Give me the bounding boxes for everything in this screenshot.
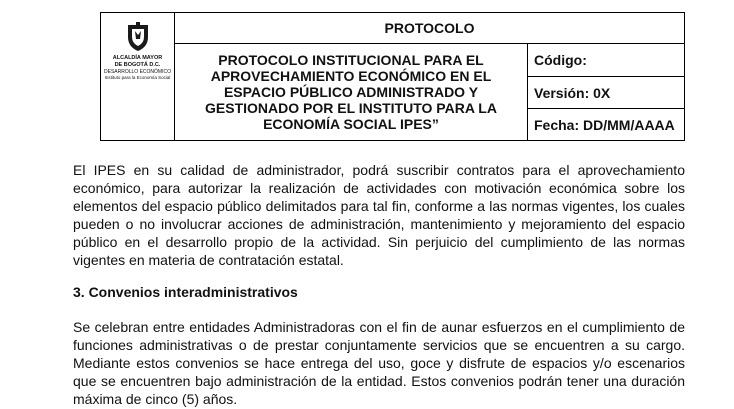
- logo-line-3: DESARROLLO ECONÓMICO: [104, 69, 171, 75]
- logo-line-2: DE BOGOTÁ D.C.: [114, 62, 161, 68]
- date-field: Fecha: DD/MM/AAAA: [528, 109, 685, 141]
- bogota-logo: [101, 13, 174, 81]
- paragraph-contracts: El IPES en su calidad de administrador, podrá suscribir contratos para el aprovechamiento económico, para autorizar la realización de actividades con motivación económica sobre los elementos del espacio público delimitados para tal fin, conforme a las normas vigentes, los cuales pueden o no involucrar acciones de administración, mantenimiento y mejoramiento del espacio público en el desarrollo propio de la actividad. Sin perjuicio del cumplimiento de las normas vigentes en materia de contratación estatal.: [73, 162, 685, 268]
- document-title: PROTOCOLO INSTITUCIONAL PARA EL APROVECHAMIENTO ECONÓMICO EN EL ESPACIO PÚBLICO ADMINISTRADO Y GESTIONADO POR EL INSTITUTO PARA LA ECONOMÍA SOCIAL IPES”: [175, 44, 528, 141]
- protocol-label: PROTOCOLO: [175, 13, 685, 44]
- logo-line-1: ALCALDÍA MAYOR: [112, 55, 163, 61]
- code-field: Código:: [528, 44, 685, 77]
- document-header-table: [100, 12, 685, 141]
- paragraph-agreements: Se celebran entre entidades Administradoras con el fin de aunar esfuerzos en el cumplimiento de funciones administrativas o de prestar conjuntamente servicios que se encuentren a su cargo. Mediante estos convenios se hace entrega del uso, goce y disfrute de espacios y/o escenarios que se encuentren bajo administración de la entidad. Estos convenios podrán tener una duración máxima de cinco (5) años.: [73, 319, 685, 407]
- coat-of-arms-icon: [124, 21, 152, 53]
- logo-line-4: Instituto para la Economía Social: [104, 75, 171, 80]
- section-heading: 3. Convenios interadministrativos: [73, 284, 298, 300]
- version-field: Versión: 0X: [528, 77, 685, 109]
- logo-cell: [101, 13, 175, 141]
